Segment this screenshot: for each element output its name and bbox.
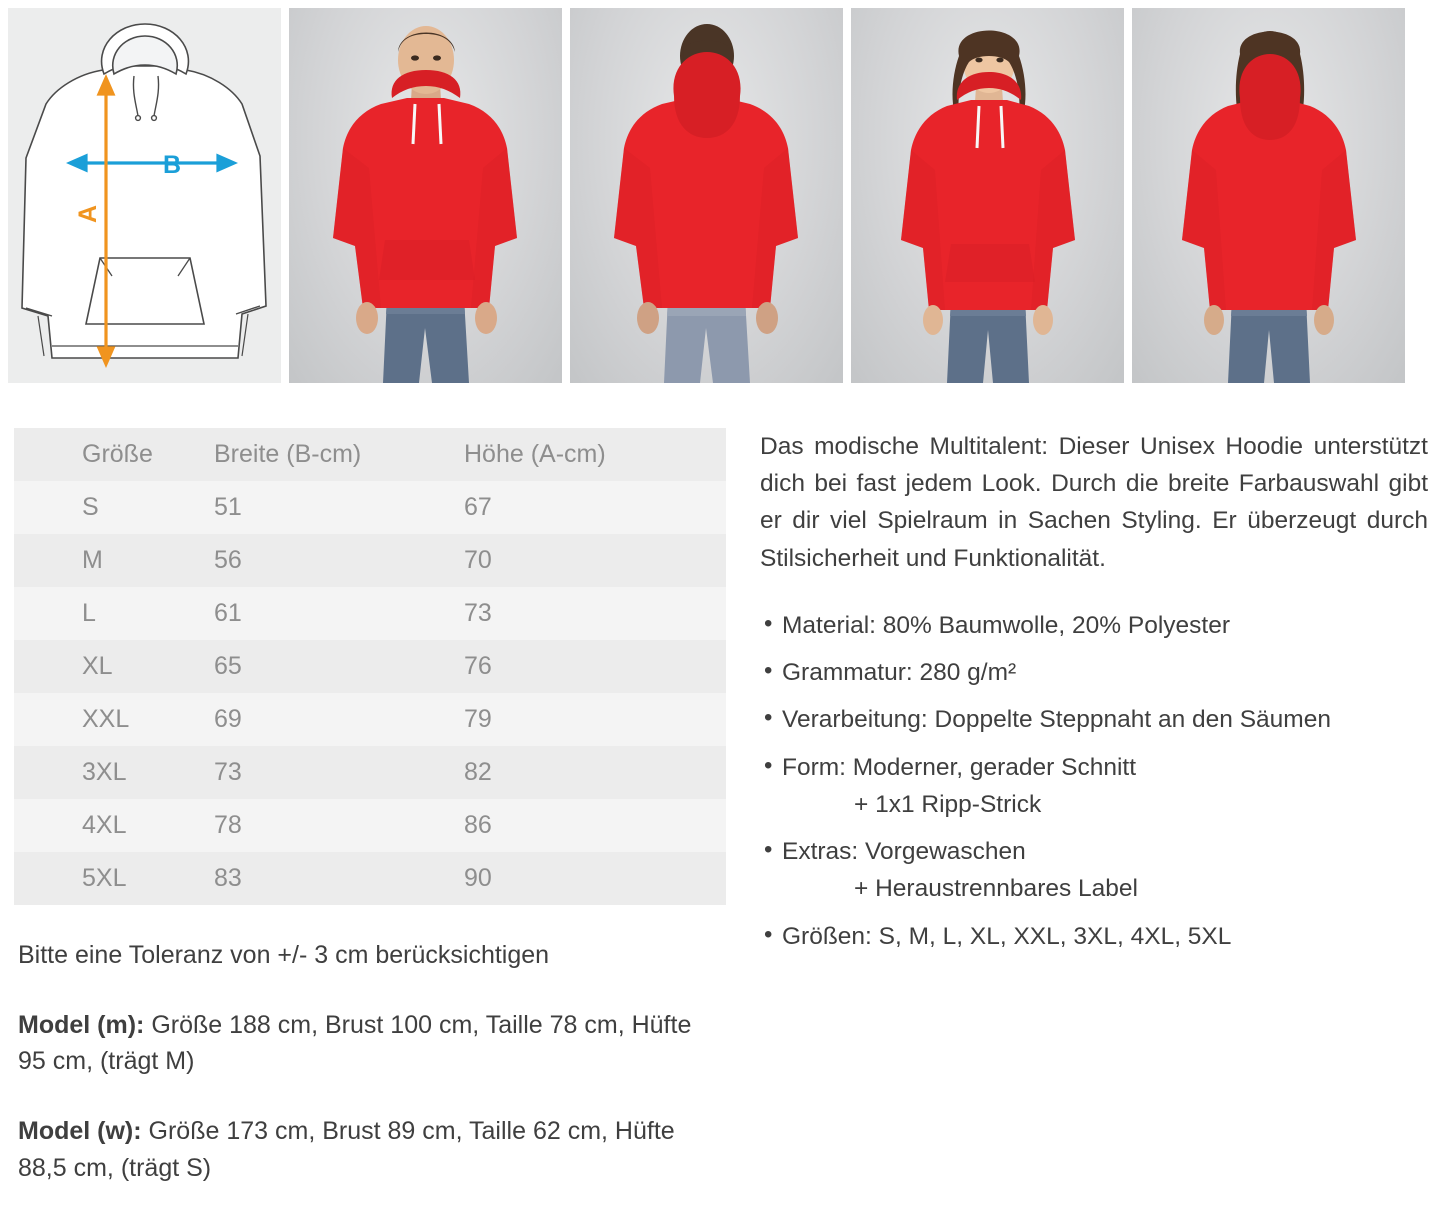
table-row [14, 587, 726, 640]
photo-female-front [851, 8, 1124, 383]
cell-width: 65 [214, 652, 242, 680]
cell-height: 82 [464, 758, 492, 786]
product-description: Das modische Multitalent: Dieser Unisex Hoodie unterstützt dich bei fast jedem Look. Durch die breite Farbauswahl gibt er dir viel Spielraum in Sachen Styling. Er überzeugt durch Stilsicherheit und Funktionalität. [760, 433, 1428, 572]
cell-size: S [82, 493, 99, 521]
cell-height: 67 [464, 493, 492, 521]
cell-size: L [82, 599, 96, 627]
cell-size: 5XL [82, 864, 127, 892]
column-header-height: Höhe (A-cm) [464, 428, 726, 481]
spec-text: Material: 80% Baumwolle, 20% Polyester [782, 611, 1231, 639]
cell-height: 90 [464, 864, 492, 892]
cell-height: 70 [464, 546, 492, 574]
model-female-info [18, 1113, 718, 1186]
cell-size: 4XL [82, 811, 127, 839]
size-table [14, 428, 726, 905]
list-item [760, 833, 1428, 907]
list-item [760, 654, 1428, 691]
list-item [760, 607, 1428, 644]
spec-text: Größen: S, M, L, XL, XXL, 3XL, 4XL, 5XL [782, 922, 1232, 950]
model-male-label: Model (m): [18, 1010, 145, 1039]
photo-male-back [570, 8, 843, 383]
product-details [0, 383, 1442, 1186]
product-image-gallery [0, 0, 1442, 383]
cell-width: 61 [214, 599, 242, 627]
cell-size: 3XL [82, 758, 127, 786]
cell-width: 56 [214, 546, 242, 574]
spec-text: Grammatur: 280 g/m² [782, 659, 1017, 687]
cell-width: 73 [214, 758, 242, 786]
size-table-body [14, 481, 726, 905]
model-female-label: Model (w): [18, 1117, 142, 1146]
spec-text: Verarbeitung: Doppelte Steppnaht an den Säumen [782, 706, 1331, 734]
size-section [14, 428, 726, 1186]
cell-size: XL [82, 652, 113, 680]
spec-text: Extras: Vorgewaschen [782, 838, 1026, 866]
diagram-label-b: B [163, 151, 182, 179]
photo-female-back [1132, 8, 1405, 383]
spec-subtext: + 1x1 Ripp-Strick [854, 790, 1042, 818]
tolerance-note: Bitte eine Toleranz von +/- 3 cm berücksichtigen [18, 941, 550, 969]
column-header-width: Breite (B-cm) [214, 428, 464, 481]
cell-height: 86 [464, 811, 492, 839]
photo-male-front [289, 8, 562, 383]
specs-list [760, 607, 1428, 955]
model-male-text: Größe 188 cm, Brust 100 cm, Taille 78 cm, Hüfte 95 cm, (trägt M) [18, 1010, 692, 1075]
model-male-info [18, 1007, 718, 1080]
diagram-label-a: A [74, 204, 102, 223]
description-section [750, 428, 1428, 1186]
table-row [14, 799, 726, 852]
list-item [760, 918, 1428, 955]
list-item [760, 749, 1428, 823]
column-header-size: Größe [14, 428, 214, 481]
spec-subtext: + Heraustrennbares Label [854, 875, 1138, 903]
hoodie-measurement-diagram [8, 8, 281, 383]
model-female-text: Größe 173 cm, Brust 89 cm, Taille 62 cm, Hüfte 88,5 cm, (trägt S) [18, 1117, 675, 1182]
table-row [14, 481, 726, 534]
cell-height: 73 [464, 599, 492, 627]
cell-width: 51 [214, 493, 242, 521]
size-table-header-row [14, 428, 726, 481]
spec-text: Form: Moderner, gerader Schnitt [782, 753, 1137, 781]
list-item [760, 701, 1428, 738]
cell-size: XXL [82, 705, 130, 733]
cell-width: 83 [214, 864, 242, 892]
table-row [14, 534, 726, 587]
cell-size: M [82, 546, 103, 574]
cell-width: 78 [214, 811, 242, 839]
table-row [14, 640, 726, 693]
cell-height: 79 [464, 705, 492, 733]
cell-width: 69 [214, 705, 242, 733]
table-row [14, 693, 726, 746]
table-row [14, 746, 726, 799]
table-row [14, 852, 726, 905]
cell-height: 76 [464, 652, 492, 680]
